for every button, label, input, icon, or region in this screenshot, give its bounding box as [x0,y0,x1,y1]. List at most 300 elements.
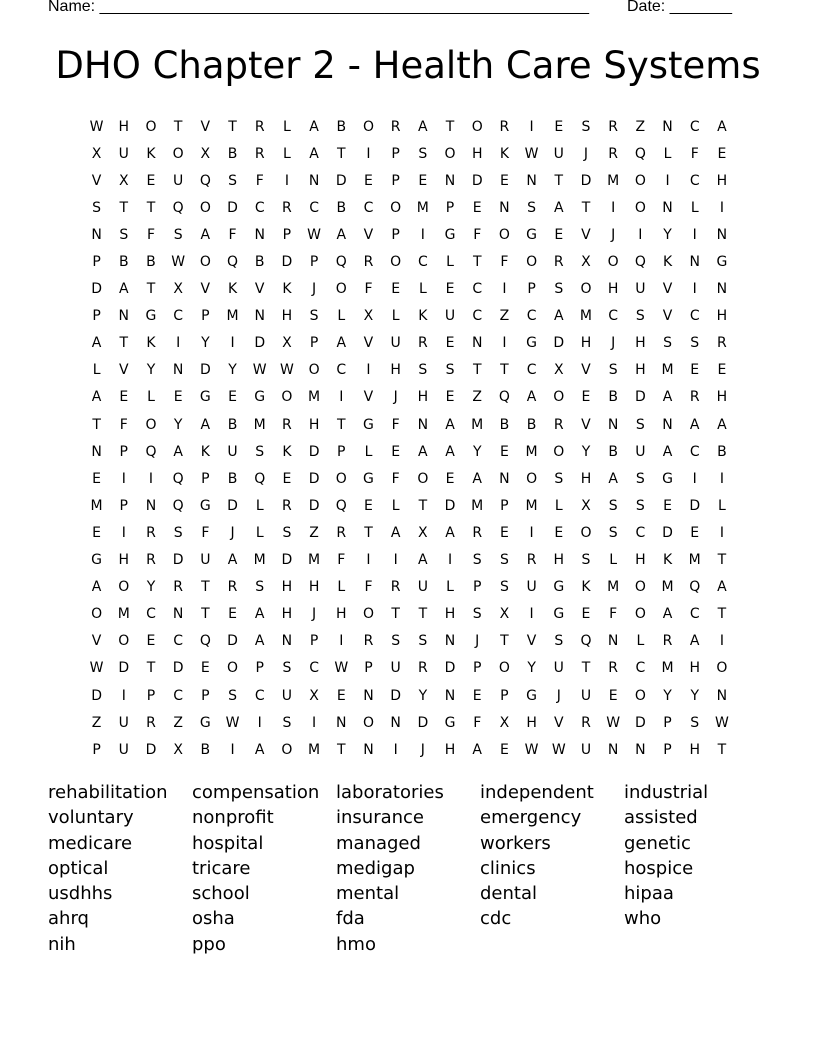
grid-letter: F [473,714,482,731]
grid-letter: Q [335,497,347,514]
grid-letter: F [201,524,210,541]
grid-letter: O [145,118,157,135]
grid-letter: A [118,281,129,298]
grid-letter: H [281,579,293,596]
grid-letter: V [200,281,211,298]
grid-letter: T [500,633,509,650]
grid-letter: E [146,172,156,189]
grid-letter: R [472,524,483,541]
grid-letter: N [499,199,510,216]
grid-letter: C [526,362,537,379]
grid-letter: C [608,308,619,325]
grid-letter: F [690,145,699,162]
grid-letter: O [580,524,592,541]
grid-letter: D [689,497,701,514]
grid-letter: C [689,606,700,623]
grid-letter: N [172,362,184,379]
grid-letter: T [337,145,346,162]
grid-letter: I [719,524,724,541]
grid-letter: T [173,118,183,135]
grid-letter: O [118,579,130,596]
grid-letter: Y [472,443,482,460]
grid-letter: O [580,281,592,298]
grid-letter: L [690,199,699,216]
grid-letter: M [117,606,130,623]
grid-letter: I [312,714,317,731]
grid-letter: P [309,254,319,271]
grid-letter: E [472,199,482,216]
grid-letter: N [417,416,429,433]
grid-letter: O [634,606,646,623]
grid-letter: J [230,524,235,541]
grid-letter: R [173,579,184,596]
grid-letter: S [554,633,564,650]
grid-letter: E [282,470,292,487]
grid-letter: N [526,172,537,189]
grid-letter: Q [634,254,646,271]
grid-letter: A [91,579,102,596]
grid-letter: T [418,497,428,514]
grid-row [83,303,736,330]
grid-letter: P [500,687,509,704]
grid-letter: I [611,199,616,216]
grid-letter: A [445,524,455,541]
grid-letter: D [118,660,130,677]
grid-letter: S [663,335,672,352]
grid-letter: N [363,687,374,704]
grid-letter: T [391,606,400,623]
grid-letter: D [254,335,266,352]
grid-letter: E [608,687,618,704]
grid-letter: O [634,687,646,704]
grid-letter: N [363,741,374,758]
grid-letter: R [608,118,619,135]
grid-letter: S [499,552,509,569]
grid-letter: U [390,335,401,352]
grid-letter: A [717,118,727,135]
grid-letter: H [281,606,293,623]
name-field-label[interactable]: Name: _______________________________________________________ [48,0,589,15]
grid-letter: S [635,470,645,487]
grid-letter: I [719,470,724,487]
grid-letter: A [445,416,455,433]
grid-letter: W [89,118,104,135]
grid-letter: C [472,281,483,298]
grid-letter: C [173,633,184,650]
grid-letter: R [717,335,727,352]
grid-letter: O [716,660,728,677]
grid-letter: A [689,416,700,433]
grid-letter: U [173,172,184,189]
grid-letter: D [634,389,646,406]
grid-letter: I [366,145,371,162]
grid-letter: G [199,714,211,731]
grid-letter: M [226,308,239,325]
word-bank-item: rehabilitation [48,782,168,803]
grid-letter: D [227,633,238,650]
grid-letter: A [553,308,564,325]
grid-letter: Q [580,633,592,650]
grid-letter: T [717,741,727,758]
grid-letter: D [390,687,402,704]
grid-letter: Q [172,199,184,216]
grid-letter: X [581,497,591,514]
grid-letter: U [118,714,129,731]
grid-letter: B [608,389,618,406]
grid-letter: X [173,741,183,758]
grid-letter: R [336,524,347,541]
grid-letter: N [716,687,728,704]
grid-letter: V [581,416,591,433]
grid-letter: B [526,416,537,433]
grid-letter: K [662,254,673,271]
grid-letter: K [282,281,292,298]
grid-letter: E [364,497,373,514]
grid-letter: G [145,308,157,325]
grid-letter: A [526,389,537,406]
grid-letter: M [661,362,674,379]
grid-letter: G [526,226,538,243]
grid-letter: D [227,199,238,216]
grid-row [83,709,736,736]
word-bank-item: ahrq [48,908,89,930]
grid-letter: O [172,145,184,162]
grid-letter: U [580,741,592,758]
grid-letter: N [689,254,700,271]
word-bank-item: who [624,908,662,930]
grid-letter: S [228,687,237,704]
grid-letter: R [662,633,673,650]
grid-letter: D [335,172,347,189]
grid-letter: D [308,470,320,487]
grid-letter: W [524,145,539,162]
grid-letter: M [416,199,429,216]
grid-letter: X [118,172,129,189]
grid-letter: A [309,118,319,135]
grid-letter: D [145,741,157,758]
grid-letter: H [580,470,592,487]
grid-letter: T [92,416,101,433]
grid-letter: V [581,226,591,243]
grid-letter: E [554,226,564,243]
grid-letter: E [92,470,102,487]
grid-letter: E [445,281,455,298]
grid-row [83,140,736,167]
grid-letter: E [499,524,509,541]
grid-letter: Y [663,687,672,704]
grid-letter: E [690,362,700,379]
grid-letter: O [281,389,293,406]
grid-letter: H [281,308,293,325]
grid-letter: S [635,497,645,514]
grid-letter: D [199,362,211,379]
grid-letter: V [553,714,564,731]
grid-letter: S [391,633,401,650]
grid-letter: L [391,497,400,514]
grid-letter: O [91,606,103,623]
grid-letter: P [201,308,210,325]
grid-letter: C [689,308,700,325]
grid-letter: O [390,199,402,216]
grid-letter: I [665,172,670,189]
grid-letter: A [608,470,618,487]
grid-letter: O [526,254,538,271]
grid-letter: O [634,172,646,189]
grid-letter: D [281,552,293,569]
grid-letter: E [581,606,591,623]
grid-letter: H [553,552,565,569]
grid-letter: T [717,552,727,569]
grid-letter: P [201,687,210,704]
grid-row [83,628,736,655]
grid-letter: E [499,741,509,758]
grid-letter: L [391,308,400,325]
grid-letter: E [228,606,237,623]
grid-letter: Z [499,308,510,325]
grid-letter: H [444,606,456,623]
date-field-label[interactable]: Date: _______ [627,0,732,15]
grid-letter: N [254,308,265,325]
grid-letter: Y [690,687,699,704]
grid-letter: P [391,226,400,243]
grid-letter: U [281,687,293,704]
grid-letter: V [662,281,673,298]
grid-letter: R [499,118,510,135]
grid-letter: D [662,524,673,541]
grid-letter: C [173,308,184,325]
name-date-line [48,0,748,20]
grid-letter: Y [146,362,156,379]
grid-letter: T [201,606,210,623]
grid-letter: U [200,552,211,569]
grid-letter: P [663,741,672,758]
grid-letter: R [363,254,374,271]
word-bank-item: hipaa [624,883,674,905]
grid-letter: A [254,633,265,650]
grid-letter: D [634,714,646,731]
grid-letter: F [146,226,155,243]
grid-letter: A [717,416,727,433]
grid-letter: M [471,497,484,514]
grid-letter: V [91,633,102,650]
grid-letter: S [119,226,129,243]
grid-letter: L [337,308,346,325]
grid-letter: T [119,335,129,352]
grid-letter: D [444,660,456,677]
grid-letter: N [662,416,673,433]
grid-row [83,736,736,763]
grid-letter: T [581,199,591,216]
grid-letter: C [635,660,646,677]
grid-letter: B [118,254,129,271]
grid-letter: C [336,362,347,379]
grid-row [83,519,736,546]
grid-letter: A [200,416,211,433]
grid-letter: N [607,633,619,650]
grid-letter: P [309,335,319,352]
grid-letter: A [445,443,455,460]
grid-letter: L [255,524,264,541]
grid-letter: M [525,443,538,460]
grid-letter: B [200,741,211,758]
grid-letter: J [393,389,398,406]
grid-letter: Q [227,254,239,271]
grid-letter: V [363,389,374,406]
grid-letter: H [607,281,619,298]
grid-letter: H [526,714,537,731]
grid-letter: E [228,389,237,406]
grid-letter: H [390,362,401,379]
grid-letter: Q [199,172,211,189]
grid-letter: A [472,741,482,758]
grid-letter: A [553,199,564,216]
grid-letter: I [393,552,398,569]
grid-letter: L [636,633,645,650]
grid-letter: T [337,416,346,433]
grid-letter: D [444,497,456,514]
grid-letter: L [718,497,726,514]
grid-letter: O [553,389,565,406]
grid-letter: L [446,579,454,596]
word-bank-item: medicare [48,832,133,854]
grid-letter: E [146,633,156,650]
grid-letter: S [173,226,183,243]
grid-letter: S [581,118,591,135]
word-bank-item: hospice [624,857,694,879]
grid-letter: T [472,362,482,379]
grid-letter: A [418,552,428,569]
grid-letter: X [418,524,428,541]
grid-row [83,276,736,303]
grid-letter: P [391,172,400,189]
word-bank-item: voluntary [48,807,134,829]
grid-letter: B [336,199,347,216]
grid-letter: Q [172,470,184,487]
grid-letter: G [444,226,456,243]
word-bank-item: industrial [624,782,709,803]
grid-letter: W [714,714,729,731]
grid-letter: L [663,145,672,162]
grid-letter: I [692,281,697,298]
grid-letter: U [390,660,401,677]
grid-letter: K [662,552,673,569]
grid-letter: L [337,579,346,596]
grid-letter: B [608,443,618,460]
grid-letter: P [364,660,373,677]
grid-letter: A [254,606,265,623]
grid-letter: I [529,524,534,541]
grid-letter: B [499,416,510,433]
grid-letter: Y [663,226,672,243]
grid-row [83,357,736,384]
grid-letter: S [554,281,564,298]
grid-letter: H [689,660,700,677]
grid-letter: V [363,335,374,352]
grid-letter: S [282,714,292,731]
grid-letter: C [363,199,374,216]
grid-letter: M [525,497,538,514]
grid-letter: B [254,254,265,271]
grid-letter: R [417,335,428,352]
grid-letter: Q [498,389,510,406]
word-bank-item: ppo [192,933,226,955]
grid-letter: T [717,606,727,623]
grid-letter: H [471,145,483,162]
grid-letter: I [529,606,534,623]
grid-letter: A [91,335,102,352]
grid-letter: A [336,226,347,243]
grid-letter: G [199,497,211,514]
grid-letter: E [499,172,509,189]
grid-letter: G [553,579,565,596]
grid-letter: F [500,254,509,271]
grid-letter: X [282,335,292,352]
grid-letter: V [200,118,211,135]
grid-letter: Q [254,470,266,487]
grid-letter: H [118,552,130,569]
grid-letter: C [689,443,700,460]
grid-letter: P [119,443,128,460]
grid-letter: N [444,172,456,189]
grid-letter: S [92,199,102,216]
grid-letter: T [445,118,455,135]
grid-letter: F [337,552,346,569]
grid-letter: X [499,714,510,731]
grid-letter: N [172,606,184,623]
grid-letter: R [146,714,156,731]
grid-letter: A [717,579,727,596]
grid-letter: N [635,741,646,758]
grid-letter: M [253,552,266,569]
grid-letter: V [581,362,591,379]
grid-letter: W [307,226,322,243]
grid-letter: N [444,687,456,704]
grid-letter: N [254,226,265,243]
grid-letter: R [146,524,156,541]
word-bank-item: optical [48,857,109,879]
grid-letter: S [608,362,618,379]
grid-letter: G [363,470,374,487]
grid-letter: G [254,389,266,406]
word-bank-item: osha [192,908,235,930]
grid-row [83,194,736,221]
grid-letter: P [92,308,101,325]
grid-letter: I [692,470,697,487]
grid-letter: P [337,443,346,460]
grid-letter: C [254,687,265,704]
grid-letter: N [716,281,728,298]
grid-letter: A [173,443,183,460]
word-bank-item: laboratories [336,782,444,803]
grid-row [83,384,736,411]
grid-letter: R [608,145,619,162]
grid-letter: H [635,362,646,379]
grid-letter: H [417,389,429,406]
grid-letter: N [390,714,401,731]
grid-letter: H [716,308,728,325]
grid-letter: I [502,335,507,352]
word-bank-item: managed [336,832,421,854]
grid-letter: J [420,741,425,758]
word-bank-item: medigap [336,857,415,879]
grid-letter: I [339,389,344,406]
grid-letter: X [553,362,564,379]
grid-letter: M [253,416,266,433]
grid-letter: U [118,741,129,758]
grid-letter: T [500,362,509,379]
grid-letter: D [417,714,429,731]
word-bank-item: nih [48,933,76,955]
